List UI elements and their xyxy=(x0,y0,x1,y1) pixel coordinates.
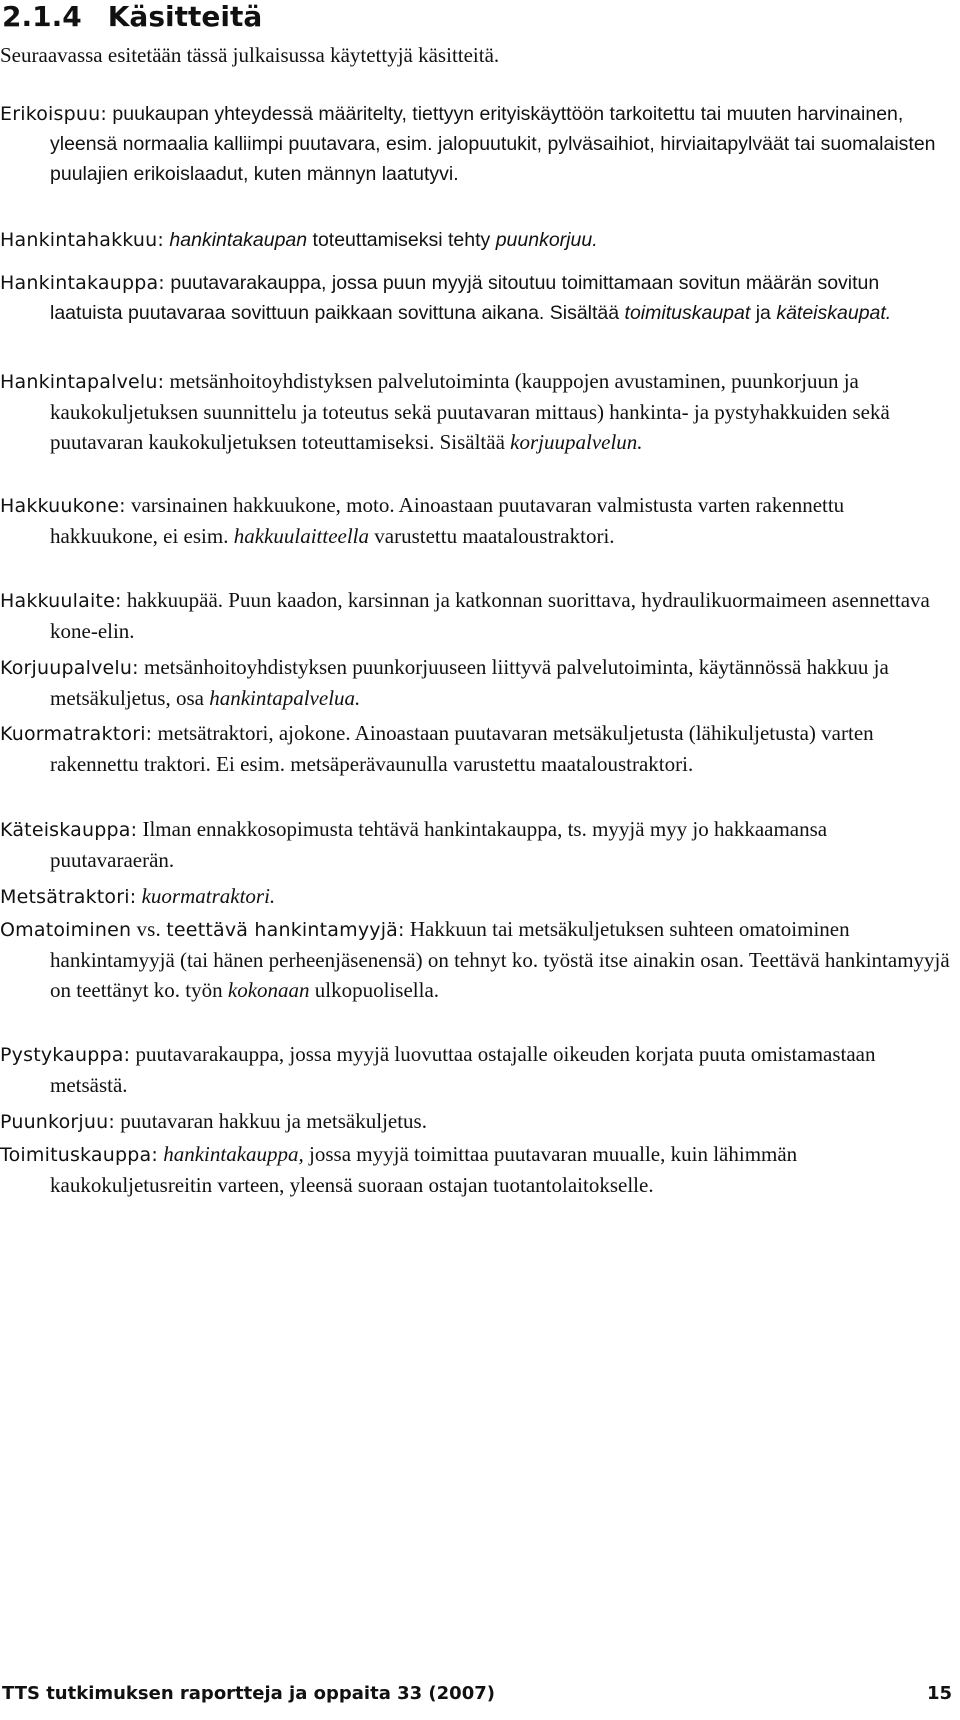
term-kateiskauppa: Käteiskauppa: xyxy=(0,819,138,841)
term-korjuupalvelu: Korjuupalvelu: xyxy=(0,657,139,679)
definition-reference: hankintapalvelua. xyxy=(209,686,361,710)
definition-text: metsänhoitoyhdistyksen puunkorjuuseen liittyvä palvelutoiminta, käytännössä hakkuu ja metsäkuljetus, osa xyxy=(50,655,889,710)
definition-reference: hankintakaupan xyxy=(169,229,308,251)
definition-text: metsänhoitoyhdistyksen palvelutoiminta (kauppojen avustaminen, puunkorjuun ja kaukokuljetuksen suunnittelu ja toteutus sekä puutavaran mittaus) hankinta- ja pystyhakkuiden sekä puutavaran kaukokuljetuksen toteuttamiseksi. Sisältää xyxy=(50,369,890,454)
term-kuormatraktori: Kuormatraktori: xyxy=(0,723,153,745)
definition-text: puutavaran hakkuu ja metsäkuljetus. xyxy=(120,1109,427,1133)
definition-metsatraktori xyxy=(0,881,955,912)
footer-publication: TTS tutkimuksen raportteja ja oppaita 33 (2007) xyxy=(2,1683,495,1704)
definition-text: jossa myyjä toimittaa puutavaran muualle, kuin lähimmän kaukokuljetusreitin varteen, yleensä suoraan ostajan tuotantolaitokselle. xyxy=(50,1142,798,1197)
definition-text: varsinainen hakkuukone, moto. Ainoastaan puutavaran valmistusta varten rakennettu hakkuukone, ei esim. xyxy=(50,493,845,548)
term-hankintakauppa: Hankintakauppa: xyxy=(0,272,165,294)
definition-reference: hakkuulaitteella xyxy=(233,524,370,548)
term-puunkorjuu: Puunkorjuu: xyxy=(0,1111,115,1133)
footer-page-number: 15 xyxy=(926,1683,952,1704)
definition-reference: toimituskaupat xyxy=(624,302,751,324)
term-teettava-hankintamyyja: teettävä hankintamyyjä: xyxy=(166,919,405,941)
definition-text: toteuttamiseksi tehty xyxy=(312,229,491,251)
definition-text: Hakkuun tai metsäkuljetuksen suhteen omatoiminen hankintamyyjä (tai hänen perheenjäsenensä) on tehnyt ko. työstä itse ainakin osan. Teettävä hankintamyyjä on teettänyt ko. työn xyxy=(50,917,950,1002)
definition-toimituskauppa xyxy=(0,1139,955,1200)
definition-text: hakkuupää. Puun kaadon, karsinnan ja katkonnan suorittava, hydraulikuormaimeen asennettava kone-elin. xyxy=(50,588,930,643)
term-toimituskauppa: Toimituskauppa: xyxy=(0,1144,158,1166)
definition-pystykauppa xyxy=(0,1039,955,1100)
term-hankintahakkuu: Hankintahakkuu: xyxy=(0,229,164,251)
section-number: 2.1.4 xyxy=(2,0,82,33)
definition-text: puutavarakauppa, jossa puun myyjä sitoutuu toimittamaan sovitun määrän sovitun laatuista puutavaraa sovittuun paikkaan sovittuna aikana. Sisältää xyxy=(50,272,880,324)
definition-hankintapalvelu xyxy=(0,366,955,457)
definition-omatoiminen-vs-teettava xyxy=(0,914,955,1005)
term-omatoiminen: Omatoiminen xyxy=(0,919,132,941)
definition-hakkuulaite xyxy=(0,585,955,646)
definition-kateiskauppa xyxy=(0,814,955,875)
term-hakkuulaite: Hakkuulaite: xyxy=(0,590,122,612)
term-erikoispuu: Erikoispuu: xyxy=(0,103,107,125)
definition-korjuupalvelu xyxy=(0,652,955,713)
definition-reference: käteiskaupat. xyxy=(776,302,892,324)
definition-text: puutavarakauppa, jossa myyjä luovuttaa ostajalle oikeuden korjata puuta omistamastaan metsästä. xyxy=(50,1042,876,1097)
definition-text: puukaupan yhteydessä määritelty, tiettyyn erityiskäyttöön tarkoitettu tai muuten harvinainen, yleensä normaalia kalliimpi puutavara, esim. jalopuutukit, pylväsaihiot, hirviaitapylväät tai suomalaisten puulajien erikoislaadut, kuten männyn laatutyvi. xyxy=(50,103,936,185)
definition-reference: hankintakauppa, xyxy=(163,1142,304,1166)
definition-text: ja xyxy=(755,302,771,324)
definition-reference: puunkorjuu. xyxy=(495,229,598,251)
term-vs: vs. xyxy=(136,917,162,941)
definition-reference: kuormatraktori. xyxy=(141,884,276,908)
term-hakkuukone: Hakkuukone: xyxy=(0,495,126,517)
definition-erikoispuu xyxy=(0,99,955,189)
intro-paragraph: Seuraavassa esitetään tässä julkaisussa käytettyjä käsitteitä. xyxy=(0,43,500,67)
section-title: Käsitteitä xyxy=(107,0,263,33)
definition-hankintakauppa xyxy=(0,268,955,328)
term-pystykauppa: Pystykauppa: xyxy=(0,1044,131,1066)
definition-hankintahakkuu xyxy=(0,225,955,255)
definition-reference: kokonaan xyxy=(227,978,310,1002)
definition-hakkuukone xyxy=(0,490,955,551)
term-metsatraktori: Metsätraktori: xyxy=(0,886,137,908)
definition-text: varustettu maataloustraktori. xyxy=(374,524,615,548)
term-hankintapalvelu: Hankintapalvelu: xyxy=(0,371,165,393)
definition-kuormatraktori xyxy=(0,718,955,779)
definition-text: Ilman ennakkosopimusta tehtävä hankintakauppa, ts. myyjä myy jo hakkaamansa puutavaraerän. xyxy=(50,817,828,872)
definition-reference: korjuupalvelun. xyxy=(510,430,643,454)
definition-puunkorjuu xyxy=(0,1106,955,1137)
definition-text: metsätraktori, ajokone. Ainoastaan puutavaran metsäkuljetusta (lähikuljetusta) varten rakennettu traktori. Ei esim. metsäperävaunulla varustettu maataloustraktori. xyxy=(50,721,874,776)
definition-text: ulkopuolisella. xyxy=(314,978,440,1002)
section-heading xyxy=(2,0,262,34)
